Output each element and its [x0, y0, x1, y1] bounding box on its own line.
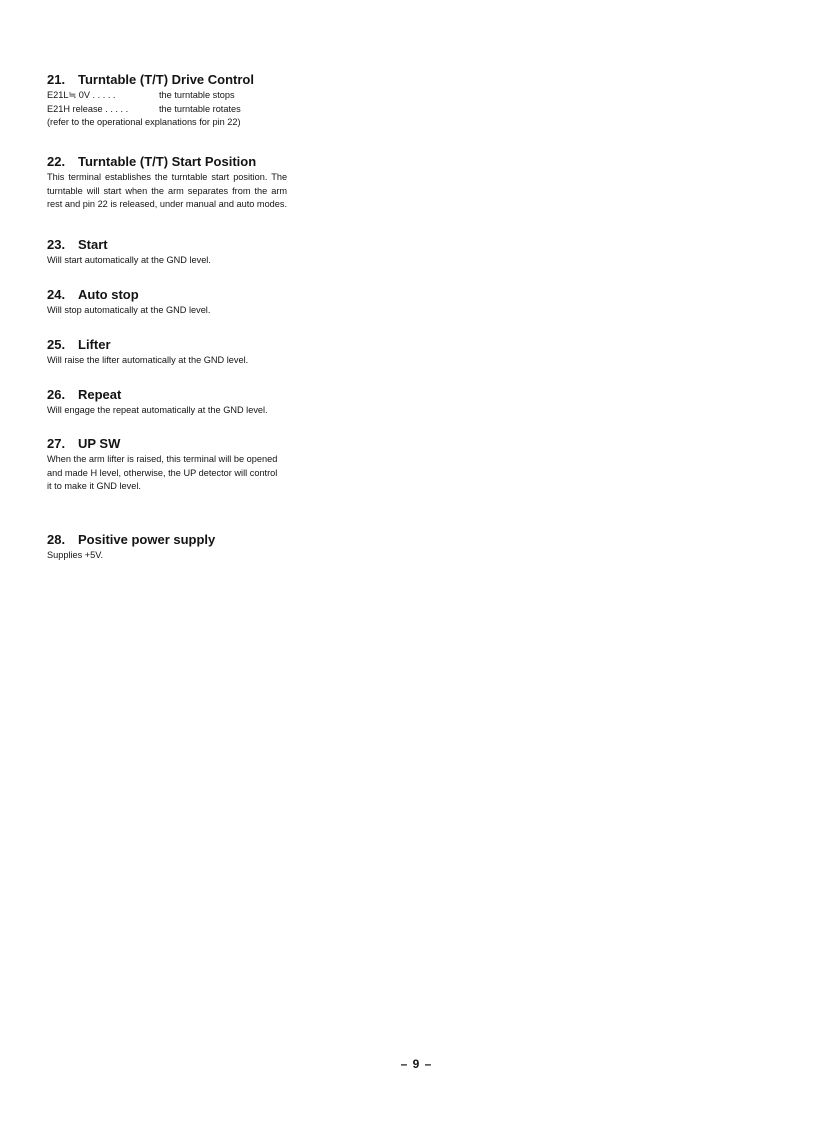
page-number: – 9 –: [400, 1057, 433, 1071]
body-line: Will stop automatically at the GND level.: [47, 305, 211, 315]
section-title: Repeat: [78, 387, 122, 402]
body-line: it to make it GND level.: [47, 481, 141, 492]
signal-row-e21l: [47, 89, 254, 103]
section-title: Positive power supply: [78, 532, 216, 547]
section-title: Auto stop: [78, 287, 139, 302]
body-line: and made H level, otherwise, the UP detector will control: [47, 467, 278, 478]
section-27-up-sw: [47, 436, 277, 494]
section-heading: [47, 532, 215, 548]
signal-condition: E21H release . . . . .: [47, 103, 129, 114]
section-heading: [47, 387, 268, 403]
section-title: Start: [78, 237, 108, 252]
section-number: 21.: [47, 72, 66, 87]
section-heading: [47, 72, 254, 88]
signal-row-e21h: [47, 103, 254, 117]
section-heading: [47, 287, 210, 303]
body-line: This terminal establishes the turntable start position. The: [47, 172, 288, 182]
section-number: 24.: [47, 287, 66, 302]
section-number: 25.: [47, 337, 66, 352]
section-heading: [47, 436, 277, 452]
section-note: (refer to the operational explanations for pin 22): [47, 117, 241, 128]
section-24-auto-stop: [47, 287, 210, 318]
section-heading: [47, 337, 248, 353]
section-23-start: [47, 237, 211, 268]
signal-result: the turntable rotates: [159, 103, 241, 114]
section-number: 23.: [47, 237, 66, 252]
section-title: Lifter: [78, 337, 111, 352]
body-line: turntable will start when the arm separates from the arm: [47, 185, 288, 196]
body-line: Will engage the repeat automatically at the GND level.: [47, 405, 268, 415]
body-line: When the arm lifter is raised, this terminal will be opened: [47, 454, 278, 464]
section-title: Turntable (T/T) Drive Control: [78, 72, 254, 87]
body-line: Will raise the lifter automatically at the GND level.: [47, 355, 249, 365]
section-number: 27.: [47, 436, 66, 451]
section-21-turntable-drive-control: [47, 72, 254, 130]
section-26-repeat: [47, 387, 268, 418]
body-line: rest and pin 22 is released, under manual and auto modes.: [47, 199, 288, 210]
section-title: UP SW: [78, 436, 121, 451]
section-28-positive-power-supply: [47, 532, 215, 563]
section-heading: [47, 154, 287, 170]
section-number: 26.: [47, 387, 66, 402]
signal-condition: E21L≒ 0V . . . . .: [47, 90, 116, 100]
section-number: 28.: [47, 532, 66, 547]
section-number: 22.: [47, 154, 66, 169]
body-line: Supplies +5V.: [47, 550, 104, 560]
section-25-lifter: [47, 337, 248, 368]
section-22-turntable-start-position: [47, 154, 287, 212]
body-line: Will start automatically at the GND level.: [47, 255, 211, 265]
signal-result: the turntable stops: [159, 90, 235, 100]
section-title: Turntable (T/T) Start Position: [78, 154, 257, 169]
section-heading: [47, 237, 211, 253]
